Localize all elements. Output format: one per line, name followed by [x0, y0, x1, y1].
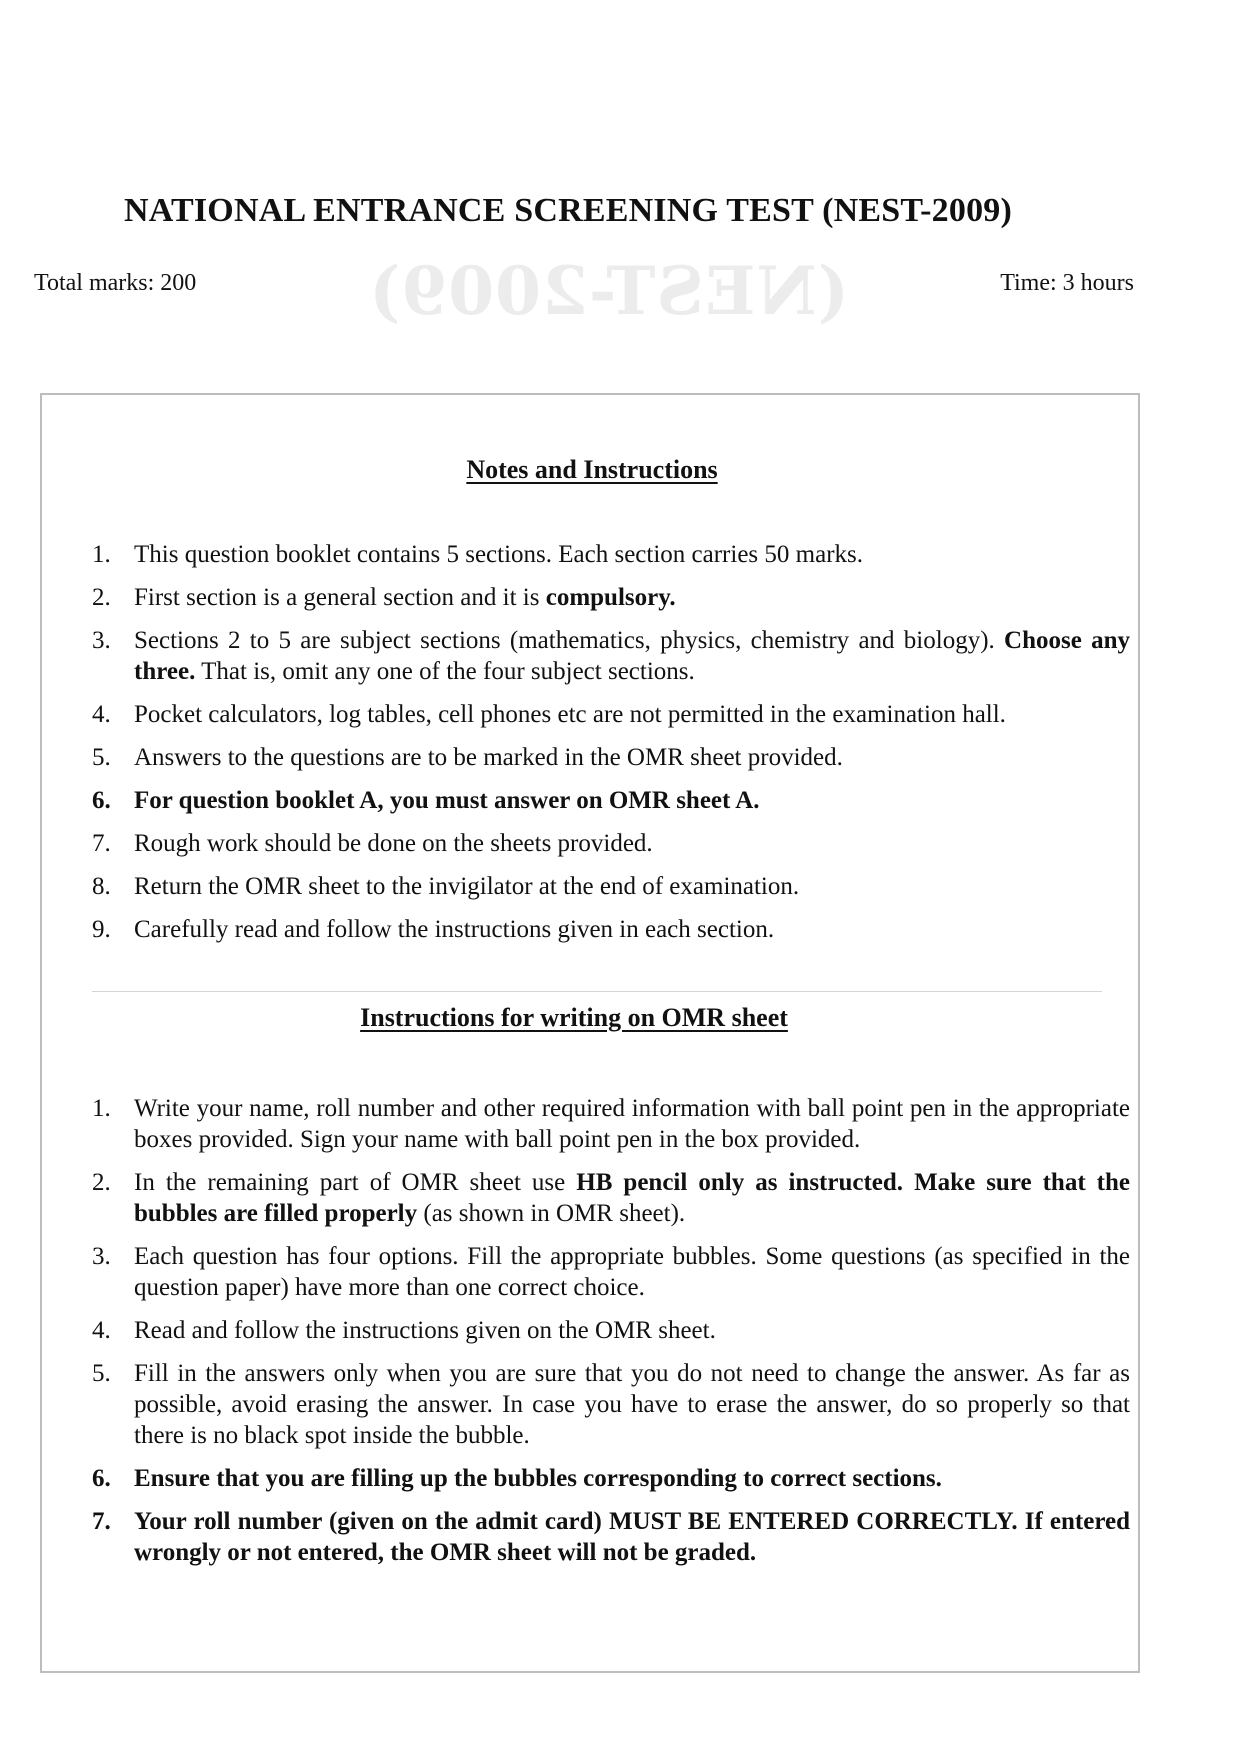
item-text: This question booklet contains 5 sections. Each section carries 50 marks.	[134, 541, 863, 568]
item-text: Pocket calculators, log tables, cell phones etc are not permitted in the examination hall.	[134, 701, 1006, 728]
item-text: For question booklet A, you must answer on OMR sheet A.	[134, 787, 760, 814]
list-item	[42, 1463, 1142, 1494]
list-item	[42, 742, 1142, 773]
item-text-bold: HB pencil only as instructed. Make sure that the bubbles are filled properly	[134, 1169, 1130, 1227]
item-text-bold: compulsory.	[545, 584, 676, 611]
section-divider	[92, 991, 1102, 992]
item-text: Write your name, roll number and other required information with ball point pen in the appropriate boxes provided. Sign your name with ball point pen in the box provided.	[134, 1095, 1130, 1153]
list-item	[42, 914, 1142, 945]
item-number: 2.	[92, 584, 111, 611]
item-text: Ensure that you are filling up the bubbles corresponding to correct sections.	[134, 1465, 942, 1492]
item-number: 9.	[92, 916, 111, 943]
item-number: 5.	[92, 744, 111, 771]
item-number: 6.	[92, 1465, 111, 1492]
item-text: Each question has four options. Fill the appropriate bubbles. Some questions (as specified in the question paper) have more than one correct choice.	[134, 1243, 1130, 1301]
item-number: 3.	[92, 627, 111, 654]
list-item	[42, 1093, 1142, 1155]
omr-heading: Instructions for writing on OMR sheet	[360, 1003, 788, 1032]
item-number: 4.	[92, 1317, 111, 1344]
item-text: In the remaining part of OMR sheet use	[134, 1169, 577, 1196]
exam-time: Time: 3 hours	[1000, 270, 1134, 296]
item-number: 1.	[92, 1095, 111, 1122]
item-text: Return the OMR sheet to the invigilator at the end of examination.	[134, 873, 800, 900]
list-item	[42, 1241, 1142, 1303]
item-number: 2.	[92, 1169, 111, 1196]
item-text-bold: Choose any three.	[134, 627, 1130, 685]
item-text: That is, omit any one of the four subject sections.	[195, 658, 695, 685]
item-number: 7.	[92, 1508, 111, 1535]
item-number: 5.	[92, 1360, 111, 1387]
item-text: Rough work should be done on the sheets provided.	[134, 830, 653, 857]
omr-list	[42, 1093, 1142, 1580]
item-text: Carefully read and follow the instructions given in each section.	[134, 916, 775, 943]
watermark: (NEST-2009)	[368, 252, 850, 330]
item-number: 4.	[92, 701, 111, 728]
instructions-box	[40, 393, 1140, 1673]
notes-heading: Notes and Instructions	[466, 455, 718, 484]
list-item	[42, 1315, 1142, 1346]
item-text: Your roll number (given on the admit card) MUST BE ENTERED CORRECTLY. If entered wrongly or not entered, the OMR sheet will not be graded.	[134, 1508, 1130, 1566]
item-number: 6.	[92, 787, 111, 814]
list-item	[42, 871, 1142, 902]
list-item	[42, 1167, 1142, 1229]
list-item	[42, 539, 1142, 570]
list-item	[42, 625, 1142, 687]
item-number: 8.	[92, 873, 111, 900]
item-number: 7.	[92, 830, 111, 857]
list-item	[42, 785, 1142, 816]
list-item	[42, 582, 1142, 613]
list-item	[42, 1506, 1142, 1568]
item-text: Fill in the answers only when you are sure that you do not need to change the answer. As far as possible, avoid erasing the answer. In case you have to erase the answer, do so properly so that there is no black spot inside the bubble.	[134, 1360, 1130, 1449]
item-number: 1.	[92, 541, 111, 568]
item-text: Answers to the questions are to be marked in the OMR sheet provided.	[134, 744, 843, 771]
list-item	[42, 1358, 1142, 1451]
item-number: 3.	[92, 1243, 111, 1270]
item-text: First section is a general section and it is	[134, 584, 546, 611]
item-text: Sections 2 to 5 are subject sections (mathematics, physics, chemistry and biology).	[134, 627, 1005, 654]
list-item	[42, 699, 1142, 730]
total-marks: Total marks: 200	[34, 270, 197, 296]
list-item	[42, 828, 1142, 859]
item-text: Read and follow the instructions given on the OMR sheet.	[134, 1317, 716, 1344]
notes-list	[42, 539, 1142, 957]
exam-title: NATIONAL ENTRANCE SCREENING TEST (NEST-2009)	[124, 192, 1012, 229]
item-text: (as shown in OMR sheet).	[417, 1200, 686, 1227]
